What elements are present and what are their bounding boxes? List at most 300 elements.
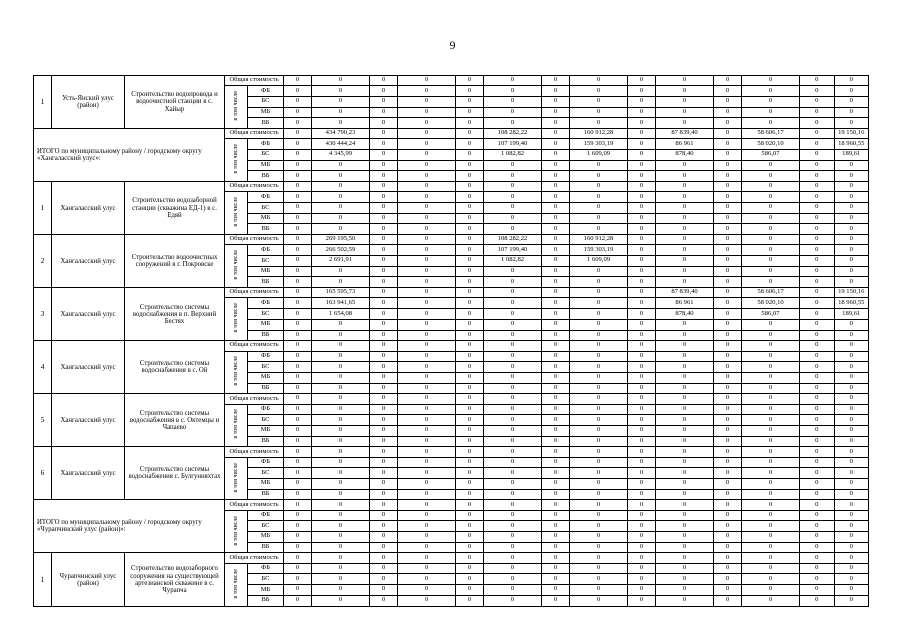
label-total-cost: Общая стоимость [225, 447, 284, 457]
value-cell: 0 [834, 341, 869, 351]
value-cell: 0 [398, 118, 456, 129]
object-name: Строительство водопровода и водоочистной станции в с. Хайыр [125, 76, 225, 129]
value-cell: 430 444,24 [312, 139, 370, 150]
value-cell: 0 [800, 319, 835, 330]
value-cell: 0 [800, 362, 835, 373]
value-cell: 0 [714, 425, 742, 436]
value-cell: 0 [484, 362, 542, 373]
value-cell: 0 [370, 86, 398, 97]
table-row [34, 500, 869, 510]
value-cell: 0 [456, 160, 484, 171]
value-cell: 0 [800, 585, 835, 596]
value-cell: 0 [656, 394, 714, 404]
value-cell: 0 [370, 510, 398, 521]
value-cell: 0 [284, 129, 312, 139]
value-cell: 0 [834, 182, 869, 192]
value-cell: 0 [742, 585, 800, 596]
value-cell: 0 [542, 203, 570, 214]
value-cell: 0 [456, 129, 484, 139]
value-cell: 0 [570, 542, 628, 553]
value-cell: 0 [800, 595, 835, 606]
value-cell: 0 [456, 574, 484, 585]
label-mb: МБ [248, 478, 284, 489]
value-cell: 0 [542, 425, 570, 436]
value-cell: 0 [714, 478, 742, 489]
value-cell: 0 [370, 129, 398, 139]
value-cell: 0 [312, 394, 370, 404]
ulus-name: Хангаласский улус [52, 447, 125, 500]
value-cell: 0 [284, 394, 312, 404]
value-cell: 0 [628, 129, 656, 139]
value-cell: 0 [714, 330, 742, 341]
label-vb: ВБ [248, 383, 284, 394]
object-name: Строительство системы водоснабжения с. Булгунняхтах [125, 447, 225, 500]
value-cell: 0 [570, 563, 628, 574]
value-cell: 0 [570, 532, 628, 543]
value-cell: 0 [312, 351, 370, 362]
value-cell: 0 [398, 436, 456, 447]
value-cell: 0 [398, 372, 456, 383]
label-bs: БС [248, 521, 284, 532]
label-vb: ВБ [248, 277, 284, 288]
value-cell: 0 [456, 563, 484, 574]
value-cell: 0 [834, 203, 869, 214]
value-cell: 0 [312, 563, 370, 574]
value-cell: 0 [456, 319, 484, 330]
row-number: 2 [34, 235, 52, 288]
label-bs: БС [248, 96, 284, 107]
value-cell: 0 [570, 521, 628, 532]
value-cell: 0 [628, 383, 656, 394]
value-cell: 0 [312, 383, 370, 394]
value-cell: 0 [834, 160, 869, 171]
value-cell: 0 [628, 457, 656, 468]
value-cell: 0 [484, 319, 542, 330]
value-cell: 0 [542, 532, 570, 543]
value-cell: 0 [628, 447, 656, 457]
value-cell: 0 [834, 542, 869, 553]
value-cell: 0 [714, 595, 742, 606]
value-cell: 0 [628, 478, 656, 489]
value-cell: 0 [570, 436, 628, 447]
value-cell: 0 [484, 415, 542, 426]
value-cell: 0 [284, 224, 312, 235]
value-cell: 0 [398, 351, 456, 362]
value-cell: 0 [742, 266, 800, 277]
value-cell: 0 [570, 500, 628, 510]
value-cell: 0 [742, 203, 800, 214]
value-cell: 269 195,50 [312, 235, 370, 245]
value-cell: 0 [628, 372, 656, 383]
value-cell: 0 [714, 224, 742, 235]
value-cell: 0 [284, 330, 312, 341]
value-cell: 0 [742, 521, 800, 532]
value-cell: 0 [398, 574, 456, 585]
value-cell: 0 [834, 86, 869, 97]
value-cell: 0 [800, 298, 835, 309]
value-cell: 0 [656, 436, 714, 447]
value-cell: 0 [484, 76, 542, 86]
value-cell: 0 [714, 107, 742, 118]
label-mb: МБ [248, 107, 284, 118]
value-cell: 0 [542, 86, 570, 97]
value-cell: 0 [284, 447, 312, 457]
value-cell: 0 [284, 489, 312, 500]
label-vb: ВБ [248, 542, 284, 553]
label-including-text: в том числе [233, 356, 239, 387]
value-cell: 0 [628, 521, 656, 532]
value-cell: 0 [456, 362, 484, 373]
value-cell: 0 [656, 457, 714, 468]
value-cell: 0 [542, 160, 570, 171]
value-cell: 0 [542, 245, 570, 256]
value-cell: 0 [398, 595, 456, 606]
value-cell: 0 [742, 595, 800, 606]
row-number: 1 [34, 182, 52, 235]
value-cell: 0 [484, 341, 542, 351]
value-cell: 0 [542, 298, 570, 309]
value-cell: 0 [570, 224, 628, 235]
value-cell: 0 [714, 277, 742, 288]
value-cell: 0 [542, 468, 570, 479]
value-cell: 0 [284, 213, 312, 224]
value-cell: 0 [542, 521, 570, 532]
label-bs: БС [248, 256, 284, 267]
value-cell: 0 [656, 574, 714, 585]
value-cell: 0 [628, 574, 656, 585]
value-cell: 0 [834, 436, 869, 447]
value-cell: 0 [742, 277, 800, 288]
value-cell: 160 912,28 [570, 129, 628, 139]
value-cell: 0 [800, 224, 835, 235]
value-cell: 0 [370, 372, 398, 383]
value-cell: 0 [800, 192, 835, 203]
value-cell: 0 [456, 118, 484, 129]
value-cell: 0 [628, 425, 656, 436]
value-cell: 0 [570, 298, 628, 309]
value-cell: 0 [628, 341, 656, 351]
ulus-name: Хангаласский улус [52, 394, 125, 447]
value-cell: 0 [570, 595, 628, 606]
label-including [225, 351, 248, 394]
value-cell: 0 [398, 457, 456, 468]
value-cell: 0 [484, 521, 542, 532]
value-cell: 0 [370, 542, 398, 553]
value-cell: 0 [834, 107, 869, 118]
value-cell: 0 [800, 76, 835, 86]
label-total-cost: Общая стоимость [225, 553, 284, 563]
value-cell: 0 [398, 394, 456, 404]
label-vb: ВБ [248, 171, 284, 182]
value-cell: 0 [484, 425, 542, 436]
value-cell: 0 [656, 245, 714, 256]
value-cell: 0 [542, 563, 570, 574]
value-cell: 0 [312, 542, 370, 553]
label-bs: БС [248, 468, 284, 479]
value-cell: 0 [800, 277, 835, 288]
value-cell: 0 [656, 489, 714, 500]
value-cell: 0 [370, 203, 398, 214]
value-cell: 0 [800, 425, 835, 436]
value-cell: 0 [656, 171, 714, 182]
value-cell: 0 [800, 351, 835, 362]
value-cell: 0 [628, 266, 656, 277]
value-cell: 0 [656, 96, 714, 107]
value-cell: 0 [284, 118, 312, 129]
label-fb: ФБ [248, 298, 284, 309]
value-cell: 0 [714, 383, 742, 394]
value-cell: 0 [800, 96, 835, 107]
value-cell: 0 [742, 107, 800, 118]
value-cell: 0 [542, 277, 570, 288]
value-cell: 0 [542, 107, 570, 118]
value-cell: 0 [570, 86, 628, 97]
value-cell: 0 [800, 266, 835, 277]
value-cell: 0 [456, 457, 484, 468]
value-cell: 0 [714, 574, 742, 585]
label-vb: ВБ [248, 330, 284, 341]
value-cell: 0 [656, 351, 714, 362]
label-including-text: в том числе [233, 515, 239, 546]
value-cell: 0 [714, 585, 742, 596]
value-cell: 0 [714, 245, 742, 256]
table-row [34, 447, 869, 457]
label-total-cost: Общая стоимость [225, 76, 284, 86]
value-cell: 0 [398, 415, 456, 426]
value-cell: 0 [456, 500, 484, 510]
value-cell: 0 [484, 489, 542, 500]
value-cell: 0 [714, 182, 742, 192]
value-cell: 0 [800, 245, 835, 256]
label-including-text: в том числе [233, 462, 239, 493]
table-row [34, 235, 869, 245]
value-cell: 0 [370, 139, 398, 150]
value-cell: 0 [800, 521, 835, 532]
value-cell: 0 [542, 394, 570, 404]
value-cell: 0 [742, 510, 800, 521]
value-cell: 0 [714, 510, 742, 521]
value-cell: 0 [834, 521, 869, 532]
value-cell: 0 [398, 139, 456, 150]
value-cell: 0 [714, 521, 742, 532]
value-cell: 0 [570, 415, 628, 426]
value-cell: 0 [714, 129, 742, 139]
value-cell: 0 [656, 532, 714, 543]
value-cell: 0 [834, 447, 869, 457]
value-cell: 0 [800, 447, 835, 457]
value-cell: 0 [834, 362, 869, 373]
value-cell: 0 [398, 86, 456, 97]
label-fb: ФБ [248, 86, 284, 97]
value-cell: 0 [284, 468, 312, 479]
value-cell: 0 [542, 457, 570, 468]
value-cell: 0 [628, 203, 656, 214]
value-cell: 0 [456, 436, 484, 447]
label-including [225, 245, 248, 288]
value-cell: 0 [800, 203, 835, 214]
label-bs: БС [248, 309, 284, 320]
value-cell: 0 [656, 500, 714, 510]
value-cell: 0 [456, 224, 484, 235]
value-cell: 0 [834, 585, 869, 596]
table-row [34, 341, 869, 351]
value-cell: 0 [370, 171, 398, 182]
value-cell: 0 [542, 489, 570, 500]
row-number: 1 [34, 76, 52, 129]
value-cell: 0 [456, 478, 484, 489]
value-cell: 0 [370, 118, 398, 129]
value-cell: 0 [312, 341, 370, 351]
value-cell: 1 654,08 [312, 309, 370, 320]
value-cell: 0 [834, 500, 869, 510]
value-cell: 0 [456, 182, 484, 192]
value-cell: 0 [456, 76, 484, 86]
value-cell: 0 [370, 436, 398, 447]
value-cell: 0 [834, 489, 869, 500]
value-cell: 0 [742, 425, 800, 436]
value-cell: 0 [656, 256, 714, 267]
value-cell: 0 [456, 532, 484, 543]
value-cell: 0 [456, 341, 484, 351]
value-cell: 0 [714, 118, 742, 129]
value-cell: 0 [714, 436, 742, 447]
value-cell: 0 [628, 150, 656, 161]
value-cell: 0 [284, 298, 312, 309]
label-bs: БС [248, 415, 284, 426]
label-including-text: в том числе [233, 568, 239, 599]
value-cell: 0 [312, 171, 370, 182]
value-cell: 0 [456, 86, 484, 97]
value-cell: 0 [714, 415, 742, 426]
value-cell: 0 [800, 383, 835, 394]
value-cell: 0 [370, 160, 398, 171]
value-cell: 0 [542, 118, 570, 129]
value-cell: 0 [284, 595, 312, 606]
value-cell: 189,61 [834, 309, 869, 320]
value-cell: 0 [656, 86, 714, 97]
value-cell: 0 [742, 351, 800, 362]
label-including [225, 139, 248, 182]
value-cell: 0 [370, 298, 398, 309]
value-cell: 1 609,09 [570, 150, 628, 161]
value-cell: 0 [456, 330, 484, 341]
value-cell: 1 082,82 [484, 150, 542, 161]
label-including [225, 192, 248, 235]
value-cell: 0 [742, 76, 800, 86]
value-cell: 0 [456, 298, 484, 309]
value-cell: 0 [628, 394, 656, 404]
value-cell: 0 [284, 500, 312, 510]
row-number: 1 [34, 553, 52, 607]
value-cell: 0 [570, 553, 628, 563]
value-cell: 0 [542, 139, 570, 150]
value-cell: 0 [800, 150, 835, 161]
value-cell: 0 [284, 372, 312, 383]
table-row [34, 394, 869, 404]
value-cell: 0 [312, 574, 370, 585]
value-cell: 0 [398, 425, 456, 436]
value-cell: 0 [370, 96, 398, 107]
ulus-name: Усть-Янский улус (район) [52, 76, 125, 129]
label-mb: МБ [248, 266, 284, 277]
value-cell: 0 [742, 436, 800, 447]
value-cell: 0 [284, 415, 312, 426]
value-cell: 0 [312, 585, 370, 596]
value-cell: 0 [542, 76, 570, 86]
value-cell: 0 [742, 171, 800, 182]
value-cell: 0 [484, 500, 542, 510]
value-cell: 0 [398, 298, 456, 309]
value-cell: 0 [484, 510, 542, 521]
label-total-cost: Общая стоимость [225, 182, 284, 192]
value-cell: 0 [656, 510, 714, 521]
value-cell: 0 [484, 457, 542, 468]
value-cell: 0 [312, 489, 370, 500]
value-cell: 0 [398, 383, 456, 394]
label-mb: МБ [248, 213, 284, 224]
value-cell: 0 [542, 266, 570, 277]
value-cell: 0 [542, 585, 570, 596]
value-cell: 0 [456, 213, 484, 224]
value-cell: 0 [284, 76, 312, 86]
value-cell: 19 150,16 [834, 288, 869, 298]
value-cell: 0 [656, 553, 714, 563]
value-cell: 0 [456, 288, 484, 298]
value-cell: 0 [834, 595, 869, 606]
label-including-text: в том числе [233, 91, 239, 121]
value-cell: 0 [370, 256, 398, 267]
value-cell: 0 [284, 383, 312, 394]
value-cell: 0 [570, 203, 628, 214]
value-cell: 0 [714, 468, 742, 479]
value-cell: 0 [714, 96, 742, 107]
value-cell: 0 [284, 319, 312, 330]
value-cell: 0 [714, 160, 742, 171]
label-bs: БС [248, 203, 284, 214]
value-cell: 0 [312, 510, 370, 521]
value-cell: 0 [542, 256, 570, 267]
ulus-name: Хангаласский улус [52, 235, 125, 288]
value-cell: 0 [742, 96, 800, 107]
value-cell: 0 [456, 553, 484, 563]
value-cell: 0 [714, 86, 742, 97]
value-cell: 0 [456, 447, 484, 457]
value-cell: 0 [456, 256, 484, 267]
value-cell: 0 [742, 404, 800, 415]
value-cell: 0 [742, 372, 800, 383]
value-cell: 878,40 [656, 309, 714, 320]
value-cell: 159 303,19 [570, 139, 628, 150]
value-cell: 0 [834, 245, 869, 256]
value-cell: 1 609,09 [570, 256, 628, 267]
value-cell: 1 082,82 [484, 256, 542, 267]
value-cell: 0 [656, 372, 714, 383]
value-cell: 0 [628, 489, 656, 500]
value-cell: 0 [656, 192, 714, 203]
value-cell: 165 595,73 [312, 288, 370, 298]
value-cell: 0 [742, 383, 800, 394]
value-cell: 0 [742, 563, 800, 574]
value-cell: 0 [742, 394, 800, 404]
value-cell: 0 [714, 319, 742, 330]
value-cell: 0 [398, 309, 456, 320]
value-cell: 0 [484, 86, 542, 97]
value-cell: 0 [542, 129, 570, 139]
value-cell: 0 [370, 595, 398, 606]
value-cell: 0 [284, 309, 312, 320]
value-cell: 0 [456, 585, 484, 596]
value-cell: 0 [542, 235, 570, 245]
